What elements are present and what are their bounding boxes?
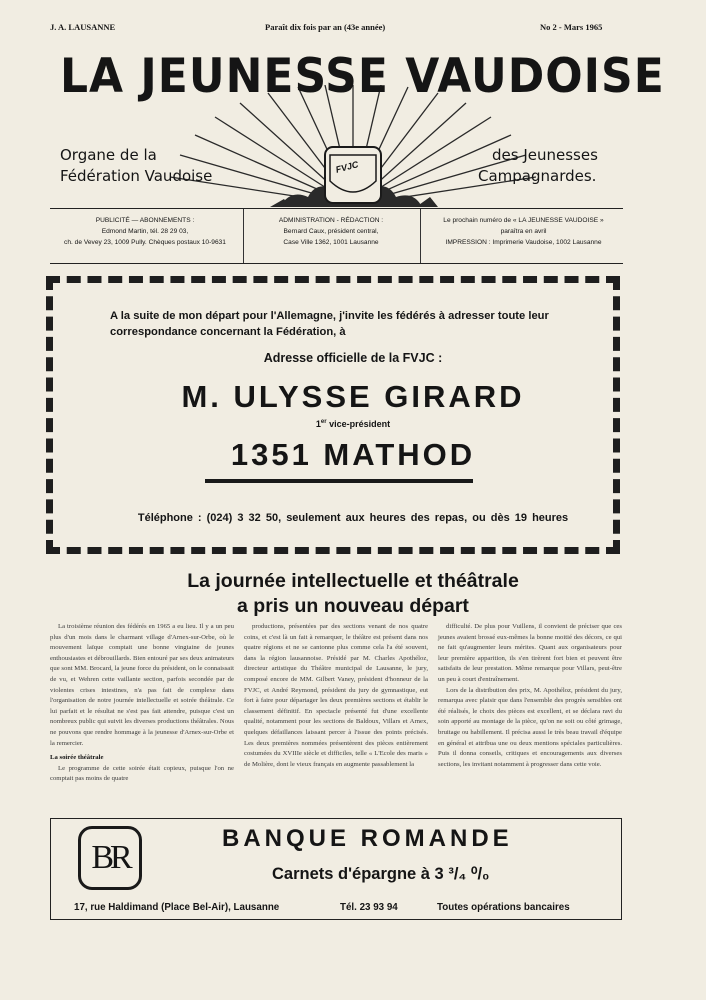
header-frequency: Paraît dix fois par an (43e année) [265,22,386,32]
notice-intro: A la suite de mon départ pour l'Allemagne, j'invite les fédérés à adresser toute leur correspondance concernant la Fédération, à [110,310,549,338]
info-administration: ADMINISTRATION - RÉDACTION : Bernard Caux, président central, Case Ville 1362, 1001 Lausanne [278,217,384,246]
header-issue: No 2 - Mars 1965 [540,22,603,32]
subtitle-left-line2: Fédération Vaudoise [60,167,213,185]
notice-city: 1351 MATHOD [230,437,476,472]
subtitle-right-line2: Campagnardes. [478,167,597,185]
header-location: J. A. LAUSANNE [50,22,116,32]
article-column-1: La troisième réunion des fédérés en 1965 a eu lieu. Il y a un peu plus d'un mois dans le charmant village d'Arnex-sur-Orbe, où le mouvement laïque comptait une bonne vingtaine de jeunes enthousiastes et débrouillards. Bien entouré par ses deux animateurs que sont MM. Brocard, la jeune force du président, on le connaissait de vu, et Wehren cette vaillante section, parfois secondée par de violentes crises intestines, n'a pas fait de complexe dans l'organisation de notre journée intellectuelle et soirée théâtrale. Ce lui parfait et le résultat ne s'est pas fait attendre, puisque c'est un nombreux public qui suivit les diverses productions théâtrales. Nous ne pouvons que rendre hommage à la jeunesse d'Arnex-sur-Orbe et la remercier. La soirée théâtrale Le programme de cette soirée était copieux, puisque l'on ne comptait pas moins de quatre [50,623,234,783]
notice-phone: Téléphone : (024) 3 32 50, seulement aux heures des repas, ou dès 19 heures [137,512,569,524]
bank-logo: BR [78,826,142,890]
crest-monogram: FVJC [334,159,360,175]
info-next-issue: Le prochain numéro de « LA JEUNESSE VAUDOISE » paraîtra en avril IMPRESSION : Imprimerie Vaudoise, 1002 Lausanne [443,217,604,246]
subtitle-left-line1: Organe de la [60,146,157,164]
subtitle-right-line1: des Jeunesses [492,146,598,164]
newspaper-title: LA JEUNESSE VAUDOISE [60,48,665,104]
rule [205,479,473,483]
bank-name: BANQUE ROMANDE [222,825,513,852]
divider [243,209,244,263]
notice-address-label: Adresse officielle de la FVJC : [263,351,443,365]
notice-name: M. ULYSSE GIRARD [181,379,525,414]
info-band [50,208,623,264]
bank-address: 17, rue Haldimand (Place Bel-Air), Lausanne [74,902,280,913]
bank-services: Toutes opérations bancaires [437,902,570,913]
article-headline: La journée intellectuelle et théâtrale a pris un nouveau départ [187,570,519,617]
bank-offer: Carnets d'épargne à 3 ³/₄ ⁰/₀ [272,865,490,883]
article-column-3: difficulté. De plus pour Vuillens, il convient de préciser que ces jeunes avaient brossé eux-mêmes la bonne moitié des décors, ce qui ne fait qu'augmenter leurs mérites. Quant aux organisateurs pour leur première apparition, ils s'en tirèrent fort bien et peuvent être satisfaits de leur prestation. Même remarque pour Villars, peut-être un peu à court d'entraînement. Lors de la distribution des prix, M. Apothéloz, président du jury, remarqua avec plaisir que dans l'ensemble des progrès sensibles ont été réalisés, le choix des pièces est excellent, et se déclara ravi du soin apporté au montage de la pièce, qu'on ne soit ou côté grimage, bruitage ou habillement. Il précisa aussi le très beau travail d'équipe en général et attribua une ou deux mentions spéciales particulières. Puis il donna conseils, critiques et encouragements aux diverses sections, les invitant notamment à progresser dans cette voie. [438,623,622,768]
section-heading: La soirée théâtrale [50,754,104,762]
divider [420,209,421,263]
bank-phone: Tél. 23 93 94 [340,902,398,913]
notice-role: 1er vice-président [315,419,391,429]
article-column-2: productions, présentées par des sections venant de nos quatre coins, et c'est là un fait à remarquer, le théâtre est présent dans nos quatre régions et ne se cantonne plus comme cela l'a été souvent, dans la région lausannoise. Présidé par M. Charles Apothéloz, directeur artistique du Théâtre municipal de Lausanne, le jury, composé encore de MM. Gilbert Vaney, président d'honneur de la FVJC, et André Reymond, président du jury de gymnastique, eut fort à faire pour départager les deux premières sections et établir le classement définitif. En spectacle présenté fut d'une excellente qualité, notamment pour les sections de Baldoux, Villars et Arnex, quelques défaillances laissant percer à l'issue des points précisés. Les deux premières nommées présentèrent des pièces entièrement costumées du XVIIIe siècle et difficiles, telle « L'Ecole des maris » de Molière, dont le vieux français en augmente passablement la [244,623,428,768]
info-subscriptions: PUBLICITÉ — ABONNEMENTS : Edmond Martin, tél. 28 29 03, ch. de Vevey 23, 1009 Pully. Chèques postaux 10-9631 [64,217,226,246]
